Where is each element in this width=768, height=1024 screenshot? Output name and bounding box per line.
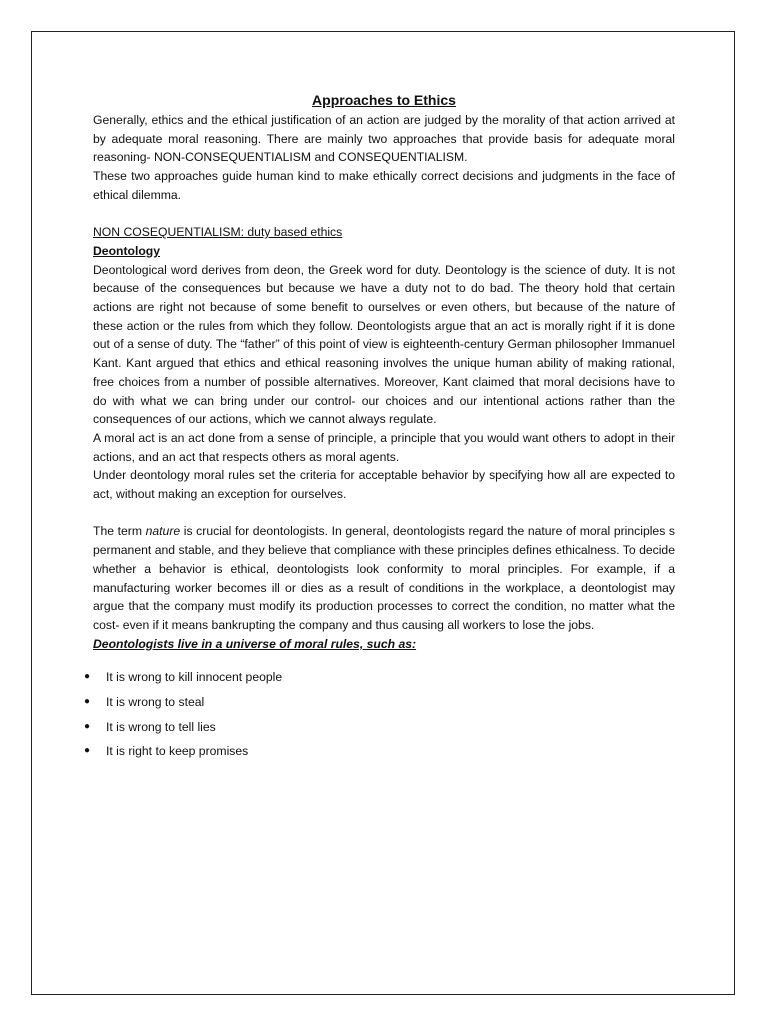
nature-paragraph-start: The term bbox=[93, 524, 146, 539]
document-body bbox=[84, 90, 676, 767]
list-item bbox=[84, 742, 675, 767]
list-item-text: It is wrong to tell lies bbox=[106, 719, 216, 734]
nature-paragraph-rest: is crucial for deontologists. In general, deontologists regard the nature of moral principles s permanent and stable, and they believe that compliance with these principles defines ethicalness. To decide whether a behavior is ethical, deontologists look conformity to moral principles. For example, if a manufacturing worker becomes ill or dies as a result of conditions in the workplace, a deontologist may argue that the company must modify its production processes to correct the condition, no matter what the cost- even if it means bankrupting the company and thus causing all workers to lose the jobs. bbox=[93, 524, 676, 632]
list-heading: Deontologists live in a universe of moral rules, such as: bbox=[93, 636, 417, 651]
spacer bbox=[93, 205, 675, 224]
bullet-icon: ● bbox=[84, 696, 91, 708]
nature-paragraph bbox=[93, 522, 675, 634]
list-item-text: It is right to keep promises bbox=[106, 744, 249, 759]
intro-paragraph-1: Generally, ethics and the ethical justification of an action are judged by the morality of that action arrived at by adequate moral reasoning. There are mainly two approaches that provide basis for adequate moral reasoning- NON-CONSEQUENTIALISM and CONSEQUENTIALISM. bbox=[93, 113, 675, 165]
subheading-deontology: Deontology bbox=[93, 243, 161, 258]
list-item bbox=[84, 718, 675, 743]
body-paragraph-3: Under deontology moral rules set the criteria for acceptable behavior by specifying how all are expected to act, without making an exception for ourselves. bbox=[93, 468, 675, 502]
body-paragraph-1: Deontological word derives from deon, the Greek word for duty. Deontology is the science of duty. It is not because of the consequences but because we have a duty not to do bad. The theory hold that certain actions are right not because of some benefit to ourselves or even others, but because of the nature of these action or the rules from which they follow. Deontologists argue that an act is morally right if it is done out of a sense of duty. The “father” of this point of view is eighteenth-century German philosopher Immanuel Kant. Kant argued that ethics and ethical reasoning involves the unique human ability of making rational, free choices from a number of possible alternatives. Moreover, Kant claimed that moral decisions have to do with what we can bring under our control- our choices and our intentional actions rather than the consequences of our actions, which we cannot always regulate. bbox=[93, 262, 675, 427]
spacer bbox=[93, 504, 675, 523]
bullet-icon: ● bbox=[84, 720, 91, 732]
document-title: Approaches to Ethics bbox=[312, 92, 456, 108]
body-paragraph-2: A moral act is an act done from a sense of principle, a principle that you would want others to adopt in their actions, and an act that respects others as moral agents. bbox=[93, 430, 675, 464]
bullet-icon: ● bbox=[84, 745, 91, 757]
nature-term: nature bbox=[145, 524, 181, 539]
list-item bbox=[84, 668, 675, 693]
moral-rules-list bbox=[84, 668, 675, 767]
list-item-text: It is wrong to kill innocent people bbox=[106, 670, 283, 685]
bullet-icon: ● bbox=[84, 671, 91, 683]
intro-paragraph-2: These two approaches guide human kind to make ethically correct decisions and judgments in the face of ethical dilemma. bbox=[93, 169, 675, 202]
list-item bbox=[84, 693, 675, 718]
list-item-text: It is wrong to steal bbox=[106, 695, 205, 710]
section-heading: NON COSEQUENTIALISM: duty based ethics bbox=[93, 225, 343, 240]
